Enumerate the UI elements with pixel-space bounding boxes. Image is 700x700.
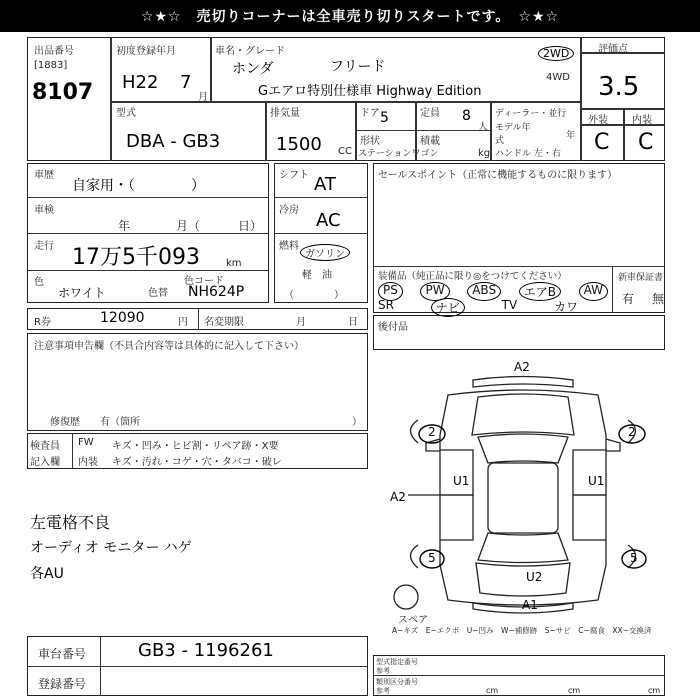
mark-right-top: 2	[628, 425, 636, 439]
equipment-item: PS	[378, 282, 403, 301]
warranty-label: 新車保証書	[618, 273, 664, 283]
divider	[72, 433, 73, 469]
model-year-unit: 年	[566, 131, 576, 141]
divider	[612, 266, 613, 313]
maker: ホンダ	[232, 61, 274, 77]
equipment-item: ABS	[467, 282, 501, 301]
drive-4wd: 4WD	[546, 72, 570, 83]
inspector-in-label: 内装	[78, 457, 98, 468]
shape-value: ステーションワゴン	[358, 149, 439, 159]
mileage-label: 走行	[34, 241, 54, 252]
reg-number-label: 登録番号	[38, 677, 87, 691]
mark-left-low: 5	[428, 551, 436, 565]
car-diagram	[378, 355, 668, 625]
divider	[355, 101, 357, 161]
aircon-label: 冷房	[279, 205, 299, 216]
name-change-label: 名変期限	[204, 317, 244, 328]
equipment-item: TV	[501, 298, 518, 312]
divider	[373, 266, 665, 267]
divider	[110, 37, 112, 161]
model-year-label: モデル年式	[495, 123, 531, 146]
spare-label: スペア	[398, 615, 428, 626]
doors-label: ドア	[360, 108, 380, 119]
handle-label: ハンドル 左・右	[495, 149, 561, 159]
equipment-item: SR	[378, 298, 394, 312]
inspector-in-items: キズ・汚れ・コゲ・穴・タバコ・破レ	[112, 457, 282, 468]
model-name-label: 車名・グレード	[215, 46, 285, 57]
load-unit: kg	[478, 148, 491, 159]
handwritten-note: オーディオ モニター ハゲ	[30, 540, 192, 556]
first-reg-month-unit: 月	[198, 92, 208, 103]
mark-right-low: 5	[630, 551, 638, 565]
repair-history-close: ）	[352, 417, 362, 428]
handwritten-note: 左電格不良	[30, 513, 111, 532]
displacement-label: 排気量	[270, 108, 300, 119]
equipment-label: 装備品（純正品に限り◎をつけてください）	[378, 271, 567, 282]
capacity-label: 定員	[420, 108, 440, 119]
equipment-item: AW	[579, 282, 608, 301]
drive-2wd: 2WD	[538, 46, 574, 61]
divider	[27, 197, 269, 198]
inspector-label-2: 記入欄	[30, 457, 60, 468]
mark-right-mid: U1	[588, 474, 605, 488]
divider	[110, 101, 580, 103]
dims-label-2: 類別区分番号	[376, 678, 418, 686]
color-code-label: 色コード	[184, 276, 224, 287]
exterior-label: 外装	[588, 115, 608, 126]
shape-label: 形状	[360, 136, 380, 147]
notes-label: 注意事項申告欄（不具合内容等は具体的に記入して下さい）	[34, 341, 304, 352]
sales-point-label: セールスポイント（正常に機能するものに限ります）	[378, 170, 618, 181]
mileage-unit: km	[226, 258, 242, 269]
fuel-paren: （ ）	[284, 290, 344, 301]
mark-bottom-bumper: A1	[522, 598, 538, 612]
dealer-label: ディーラー・並行	[495, 109, 567, 119]
color-value: ホワイト	[58, 286, 106, 300]
divider	[355, 130, 490, 131]
shift-label: シフト	[279, 170, 309, 181]
dims-label-1: 型式指定番号	[376, 658, 418, 666]
chassis-value: GB3 - 1196261	[138, 640, 274, 661]
equipment-item: PW	[420, 282, 449, 301]
dims-unit-2: cm	[568, 686, 581, 695]
mark-left-mid: U1	[453, 474, 470, 488]
banner: ☆★☆ 売切りコーナーは全車売り切りスタートです。 ☆★☆	[0, 0, 700, 32]
mark-left-top: 2	[428, 425, 436, 439]
inspector-fw-items: キズ・凹み・ヒビ割・リペア跡・X要	[112, 441, 279, 452]
damage-legend: A−キズ E−エクボ U−凹み W−補修跡 S−サビ C−腐食 XX−交換済	[392, 626, 652, 635]
divider	[274, 233, 368, 234]
aircon-value: AC	[316, 210, 341, 231]
displacement-value: 1500	[276, 134, 322, 155]
mark-bottom: U2	[526, 570, 543, 584]
after-fit-frame	[373, 315, 665, 350]
mileage-value: 17万5千093	[72, 245, 200, 270]
capacity-value: 8	[462, 108, 471, 124]
interior-value: C	[638, 130, 654, 155]
divider	[623, 108, 625, 161]
dims-ref-1: 参考	[376, 667, 390, 675]
inspection-day: 日）	[238, 219, 263, 233]
repair-history: 修復歴 有（箇所	[50, 417, 140, 428]
exterior-value: C	[594, 130, 610, 155]
name-change-month: 月	[296, 317, 306, 328]
divider	[580, 108, 665, 110]
first-reg-era: H22	[122, 72, 159, 93]
divider	[27, 233, 269, 234]
usage-label: 車歴	[34, 170, 54, 181]
color-label: 色	[34, 277, 44, 288]
grade: Gエアロ特別仕様車 Highway Edition	[258, 84, 482, 99]
mark-top: A2	[514, 360, 530, 374]
fuel-diesel: 軽 油	[302, 270, 332, 281]
divider	[274, 197, 368, 198]
handwritten-note: 各AU	[30, 566, 64, 582]
type-value: DBA - GB3	[126, 131, 221, 152]
name-change-day: 日	[348, 317, 358, 328]
mark-left-side: A2	[390, 490, 406, 504]
lot-label: 出品番号	[34, 46, 74, 57]
shift-value: AT	[314, 174, 336, 195]
capacity-unit: 人	[478, 122, 488, 133]
divider	[490, 101, 492, 161]
inspector-fw-label: FW	[78, 437, 94, 448]
equipment-item: ナビ	[431, 298, 465, 317]
after-fit-label: 後付品	[378, 322, 408, 333]
warranty-yes: 有	[622, 292, 635, 306]
usage-value: 自家用・（ ）	[72, 178, 205, 194]
first-reg-month: 7	[180, 72, 192, 93]
color-change-label: 色替	[148, 288, 168, 299]
interior-label: 内装	[632, 115, 652, 126]
color-code: NH624P	[188, 284, 245, 300]
lot-number: 8107	[32, 80, 94, 105]
recycle-value: 12090	[100, 310, 145, 326]
dims-unit-1: cm	[486, 686, 499, 695]
divider	[198, 308, 199, 330]
equipment-item: エアB	[519, 282, 561, 301]
divider	[100, 636, 101, 696]
warranty-no: 無	[652, 292, 665, 306]
load-label: 積載	[420, 136, 440, 147]
inspection-label: 車検	[34, 205, 54, 216]
recycle-unit: 円	[178, 317, 188, 328]
recycle-label: R券	[34, 317, 51, 328]
score-value: 3.5	[598, 72, 640, 102]
doors-value: 5	[380, 110, 389, 126]
type-label: 型式	[116, 108, 136, 119]
dims-unit-3: cm	[648, 686, 661, 695]
divider	[265, 101, 267, 161]
inspection-month: 月（	[176, 219, 201, 233]
fuel-label: 燃料	[279, 241, 299, 252]
lot-sub: [1883]	[34, 60, 68, 71]
dims-ref-2: 参考	[376, 687, 390, 695]
inspector-label-1: 検査員	[30, 441, 60, 452]
first-reg-label: 初度登録年月	[116, 46, 176, 57]
car-name: フリード	[330, 59, 386, 75]
displacement-unit: CC	[338, 146, 352, 157]
fuel-gas: ガソリン	[300, 244, 350, 261]
equipment-item: カワ	[553, 300, 578, 314]
divider	[27, 666, 368, 667]
divider	[373, 675, 665, 676]
divider	[210, 37, 212, 101]
score-label: 評価点	[598, 44, 628, 55]
divider	[580, 37, 582, 161]
inspection-year: 年	[118, 219, 131, 233]
chassis-label: 車台番号	[38, 647, 87, 661]
